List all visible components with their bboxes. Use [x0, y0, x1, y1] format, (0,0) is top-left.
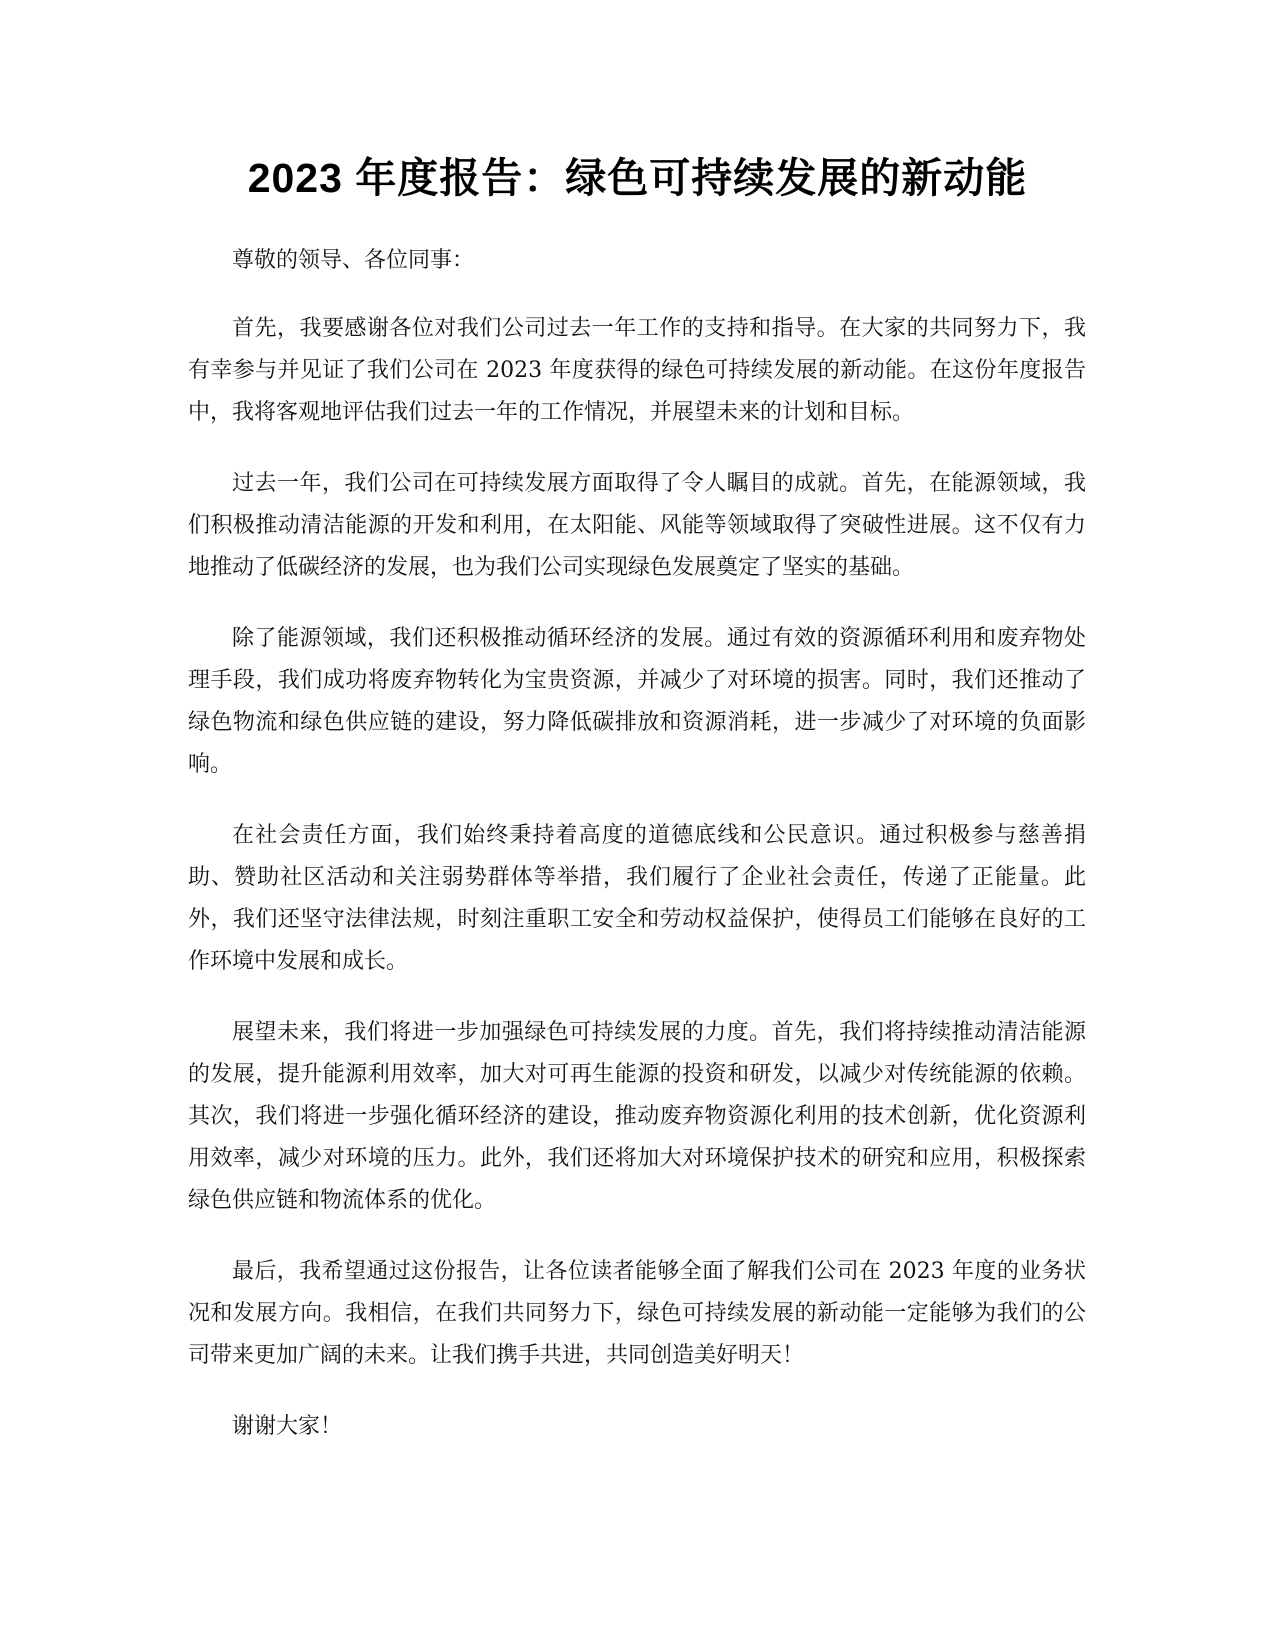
paragraph-circular-economy: 除了能源领域，我们还积极推动循环经济的发展。通过有效的资源循环利用和废弃物处理手段，我们成功将废弃物转化为宝贵资源，并减少了对环境的损害。同时，我们还推动了绿色物流和绿色供应链的建设，努力降低碳排放和资源消耗，进一步减少了对环境的负面影响。	[188, 626, 1086, 777]
salutation: 尊敬的领导、各位同事：	[232, 248, 475, 273]
paragraph-conclusion: 最后，我希望通过这份报告，让各位读者能够全面了解我们公司在 2023 年度的业务状况和发展方向。我相信，在我们共同努力下，绿色可持续发展的新动能一定能够为我们的公司带来更加广阔的未来。让我们携手共进，共同创造美好明天！	[188, 1259, 1086, 1368]
paragraph-social-responsibility: 在社会责任方面，我们始终秉持着高度的道德底线和公民意识。通过积极参与慈善捐助、赞助社区活动和关注弱势群体等举措，我们履行了企业社会责任，传递了正能量。此外，我们还坚守法律法规，时刻注重职工安全和劳动权益保护，使得员工们能够在良好的工作环境中发展和成长。	[188, 823, 1086, 974]
closing-remark: 谢谢大家！	[232, 1414, 343, 1439]
paragraph-achievements: 过去一年，我们公司在可持续发展方面取得了令人瞩目的成就。首先，在能源领域，我们积极推动清洁能源的开发和利用，在太阳能、风能等领域取得了突破性进展。这不仅有力地推动了低碳经济的发展，也为我们公司实现绿色发展奠定了坚实的基础。	[188, 471, 1086, 580]
paragraph-intro: 首先，我要感谢各位对我们公司过去一年工作的支持和指导。在大家的共同努力下，我有幸参与并见证了我们公司在 2023 年度获得的绿色可持续发展的新动能。在这份年度报告中，我将客观地评估我们过去一年的工作情况，并展望未来的计划和目标。	[188, 316, 1086, 425]
document-body	[188, 240, 1086, 1448]
document-title: 2023 年度报告：绿色可持续发展的新动能	[247, 155, 1028, 201]
paragraph-outlook: 展望未来，我们将进一步加强绿色可持续发展的力度。首先，我们将持续推动清洁能源的发展，提升能源利用效率，加大对可再生能源的投资和研发，以减少对传统能源的依赖。其次，我们将进一步强化循环经济的建设，推动废弃物资源化利用的技术创新，优化资源利用效率，减少对环境的压力。此外，我们还将加大对环境保护技术的研究和应用，积极探索绿色供应链和物流体系的优化。	[188, 1020, 1086, 1213]
